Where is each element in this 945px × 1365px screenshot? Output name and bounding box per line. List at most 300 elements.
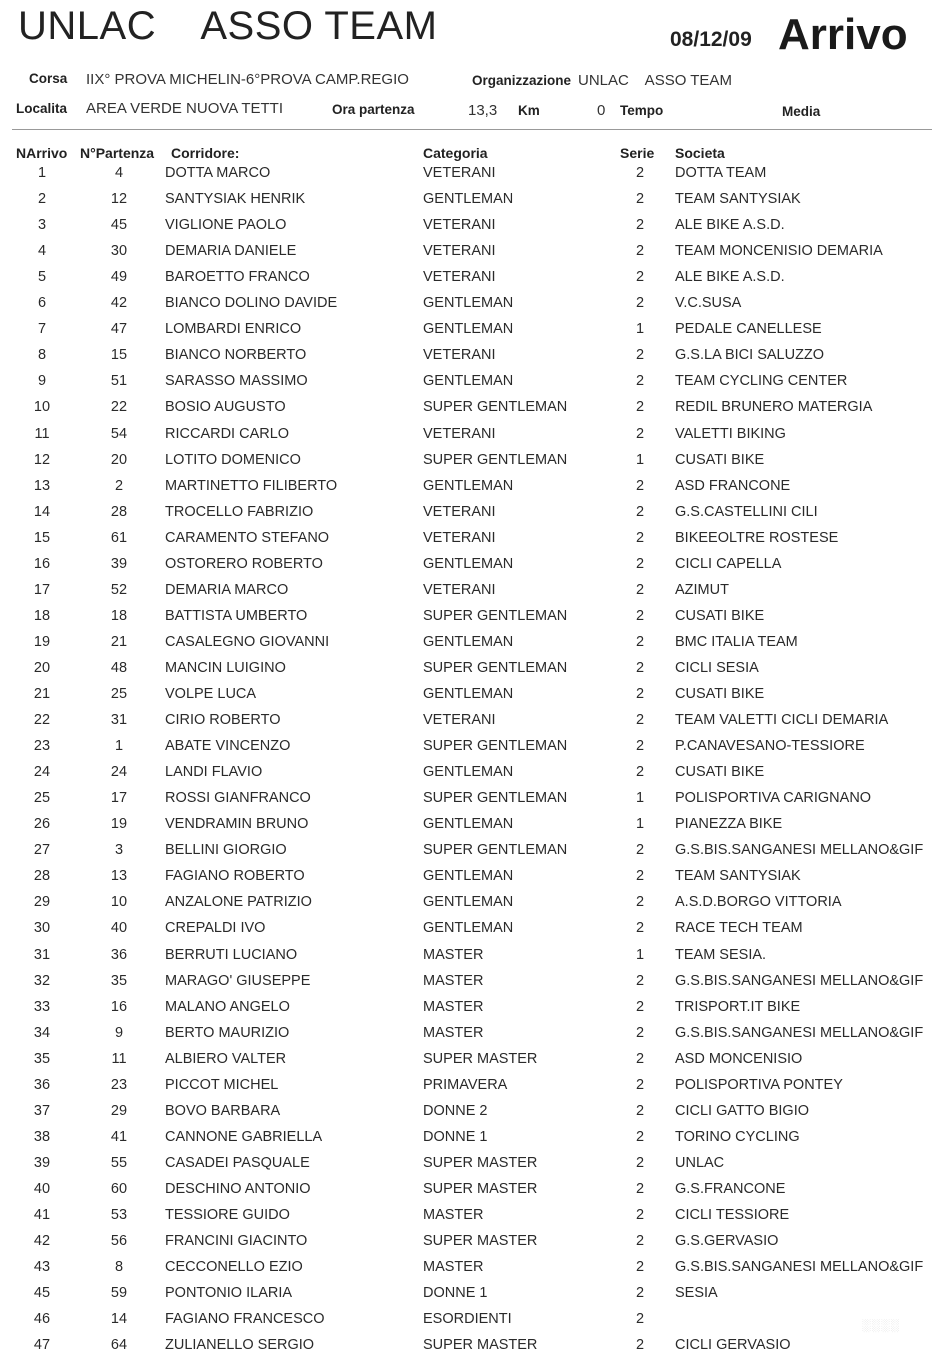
table-row <box>0 733 945 759</box>
ora-partenza-label: Ora partenza <box>332 102 415 117</box>
partenza-number: 47 <box>110 321 128 338</box>
table-row <box>0 1254 945 1280</box>
serie: 2 <box>635 373 645 390</box>
arrivo-number: 37 <box>33 1102 51 1119</box>
table-row <box>0 499 945 525</box>
category: SUPER GENTLEMAN <box>423 842 568 859</box>
arrivo-number: 29 <box>33 894 51 911</box>
table-row <box>0 1176 945 1202</box>
partenza-number: 1 <box>114 738 124 755</box>
category: SUPER MASTER <box>423 1050 538 1067</box>
category: MASTER <box>423 946 484 963</box>
partenza-number: 31 <box>110 712 128 729</box>
category: ESORDIENTI <box>423 1311 512 1328</box>
category: GENTLEMAN <box>423 555 514 572</box>
serie: 2 <box>635 191 645 208</box>
arrivo-number: 39 <box>33 1154 51 1171</box>
table-row <box>0 655 945 681</box>
rider-name: BAROETTO FRANCO <box>165 269 310 286</box>
category: MASTER <box>423 1259 484 1276</box>
table-row <box>0 212 945 238</box>
category: MASTER <box>423 972 484 989</box>
serie: 2 <box>635 1180 645 1197</box>
team: G.S.BIS.SANGANESI MELLANO&GIF <box>675 972 924 989</box>
rider-name: CASALEGNO GIOVANNI <box>165 633 330 650</box>
arrivo-number: 38 <box>33 1128 51 1145</box>
col-societa: Societa <box>675 145 725 161</box>
table-row <box>0 1098 945 1124</box>
arrivo-number: 15 <box>33 529 51 546</box>
arrivo-number: 11 <box>34 425 50 442</box>
serie: 2 <box>635 269 645 286</box>
arrivo-number: 14 <box>33 503 51 520</box>
partenza-number: 52 <box>110 581 128 598</box>
rider-name: TESSIORE GUIDO <box>165 1207 290 1223</box>
rider-name: ANZALONE PATRIZIO <box>165 894 312 911</box>
arrivo-number: 5 <box>37 269 47 286</box>
header-divider <box>12 129 932 130</box>
rider-name: CASADEI PASQUALE <box>165 1154 310 1171</box>
table-row <box>0 889 945 915</box>
rider-name: CREPALDI IVO <box>165 920 266 937</box>
category: VETERANI <box>423 243 496 260</box>
rider-name: MANCIN LUIGINO <box>165 659 286 676</box>
table-row <box>0 316 945 342</box>
team: G.S.BIS.SANGANESI MELLANO&GIF <box>675 1259 924 1276</box>
arrivo-number: 23 <box>33 738 51 755</box>
table-row <box>0 368 945 394</box>
arrivo-number: 28 <box>33 868 51 885</box>
category: GENTLEMAN <box>423 295 514 312</box>
rider-name: VENDRAMIN BRUNO <box>165 816 309 833</box>
category: SUPER GENTLEMAN <box>423 790 568 807</box>
rider-name: DEMARIA DANIELE <box>165 243 297 260</box>
rider-name: DESCHINO ANTONIO <box>165 1180 311 1197</box>
category: DONNE 1 <box>423 1128 488 1145</box>
rider-name: LOMBARDI ENRICO <box>165 321 302 338</box>
rider-name: BERTO MAURIZIO <box>165 1024 290 1041</box>
category: VETERANI <box>423 269 496 286</box>
partenza-number: 3 <box>114 842 124 859</box>
arrivo-number: 36 <box>33 1076 51 1093</box>
serie: 2 <box>635 607 645 624</box>
category: VETERANI <box>423 712 496 729</box>
race-date: 08/12/09 <box>670 28 752 51</box>
table-row <box>0 863 945 889</box>
col-corridore: Corridore: <box>171 145 240 161</box>
team: ASD MONCENISIO <box>675 1050 803 1067</box>
team: ASD FRANCONE <box>675 477 791 494</box>
category: SUPER GENTLEMAN <box>423 659 568 676</box>
team: CUSATI BIKE <box>675 607 765 624</box>
rider-name: SARASSO MASSIMO <box>165 373 308 390</box>
arrivo-number: 33 <box>33 998 51 1015</box>
arrivo-number: 22 <box>33 712 51 729</box>
rider-name: BERRUTI LUCIANO <box>165 946 298 963</box>
team: UNLAC <box>675 1154 725 1171</box>
arrivo-number: 12 <box>33 451 51 468</box>
organizer-title: UNLAC ASSO TEAM <box>18 4 438 48</box>
arrivo-number: 4 <box>37 243 47 260</box>
serie: 2 <box>635 633 645 650</box>
team: V.C.SUSA <box>675 295 742 312</box>
arrivo-number: 47 <box>33 1337 51 1354</box>
table-row <box>0 681 945 707</box>
serie: 2 <box>635 1050 645 1067</box>
table-row <box>0 290 945 316</box>
rider-name: CECCONELLO EZIO <box>165 1259 303 1276</box>
table-row <box>0 603 945 629</box>
category: DONNE 1 <box>423 1285 488 1302</box>
rider-name: MARAGO' GIUSEPPE <box>165 972 311 989</box>
category: DONNE 2 <box>423 1102 488 1119</box>
table-row <box>0 394 945 420</box>
rider-name: CANNONE GABRIELLA <box>165 1128 323 1145</box>
arrivo-number: 41 <box>33 1207 51 1223</box>
team: CUSATI BIKE <box>675 764 765 781</box>
rider-name: PICCOT MICHEL <box>165 1076 279 1093</box>
team: CICLI SESIA <box>675 659 759 676</box>
partenza-number: 22 <box>110 399 128 416</box>
team: BMC ITALIA TEAM <box>675 633 798 650</box>
arrivo-number: 34 <box>33 1024 51 1041</box>
arrivo-number: 7 <box>37 321 47 338</box>
arrivo-number: 45 <box>33 1285 51 1302</box>
serie: 2 <box>635 1024 645 1041</box>
team: PIANEZZA BIKE <box>675 816 783 833</box>
category: SUPER MASTER <box>423 1337 538 1354</box>
arrivo-number: 9 <box>37 373 47 390</box>
team: CICLI CAPELLA <box>675 555 782 572</box>
table-row <box>0 785 945 811</box>
partenza-number: 53 <box>110 1207 128 1223</box>
category: SUPER MASTER <box>423 1154 538 1171</box>
serie: 2 <box>635 1102 645 1119</box>
col-narrivo: NArrivo <box>16 145 68 161</box>
table-row <box>0 577 945 603</box>
col-categoria: Categoria <box>423 145 488 161</box>
team: TRISPORT.IT BIKE <box>675 998 801 1015</box>
table-row <box>0 968 945 994</box>
category: GENTLEMAN <box>423 920 514 937</box>
partenza-number: 11 <box>111 1050 127 1067</box>
arrivo-number: 27 <box>33 842 51 859</box>
team: TEAM VALETTI CICLI DEMARIA <box>675 712 889 729</box>
serie: 2 <box>635 1128 645 1145</box>
table-row <box>0 1306 945 1332</box>
table-row <box>0 1332 945 1358</box>
serie: 2 <box>635 842 645 859</box>
team: CUSATI BIKE <box>675 686 765 702</box>
team: ALE BIKE A.S.D. <box>675 269 785 286</box>
arrivo-number: 18 <box>33 607 51 624</box>
team: TEAM SANTYSIAK <box>675 191 801 208</box>
category: SUPER MASTER <box>423 1233 538 1250</box>
serie: 2 <box>635 347 645 364</box>
serie: 2 <box>635 1311 645 1328</box>
arrivo-number: 17 <box>33 581 51 598</box>
team: G.S.CASTELLINI CILI <box>675 503 818 520</box>
serie: 2 <box>635 1207 645 1223</box>
category: MASTER <box>423 1207 484 1223</box>
partenza-number: 17 <box>110 790 128 807</box>
table-row <box>0 1280 945 1306</box>
serie: 2 <box>635 764 645 781</box>
table-row <box>0 1046 945 1072</box>
team: CICLI GERVASIO <box>675 1337 791 1354</box>
table-row <box>0 1020 945 1046</box>
rider-name: BIANCO DOLINO DAVIDE <box>165 295 338 312</box>
team: POLISPORTIVA PONTEY <box>675 1076 843 1093</box>
organizzazione-label: Organizzazione <box>472 73 572 88</box>
team: DOTTA TEAM <box>675 165 767 181</box>
category: PRIMAVERA <box>423 1076 508 1093</box>
team: SESIA <box>675 1285 718 1302</box>
team: TEAM SANTYSIAK <box>675 868 801 885</box>
table-row <box>0 1124 945 1150</box>
table-row <box>0 994 945 1020</box>
km-value: 13,3 <box>468 102 498 119</box>
rider-name: BELLINI GIORGIO <box>165 842 287 859</box>
km-label: Km <box>518 103 540 118</box>
arrivo-number: 31 <box>33 946 51 963</box>
arrivo-number: 25 <box>33 790 51 807</box>
tempo-value: 0 <box>597 102 606 119</box>
category: GENTLEMAN <box>423 816 514 833</box>
table-row <box>0 1072 945 1098</box>
partenza-number: 29 <box>110 1102 128 1119</box>
arrivo-heading: Arrivo <box>778 10 908 59</box>
rider-name: CIRIO ROBERTO <box>165 712 281 729</box>
category: VETERANI <box>423 581 496 598</box>
category: GENTLEMAN <box>423 191 514 208</box>
rider-name: FRANCINI GIACINTO <box>165 1233 308 1250</box>
team: BIKEEOLTRE ROSTESE <box>675 529 839 546</box>
team: G.S.GERVASIO <box>675 1233 779 1250</box>
table-row <box>0 160 945 186</box>
category: VETERANI <box>423 165 496 181</box>
team: G.S.BIS.SANGANESI MELLANO&GIF <box>675 842 924 859</box>
partenza-number: 13 <box>110 868 128 885</box>
arrivo-number: 21 <box>33 686 51 702</box>
rider-name: FAGIANO ROBERTO <box>165 868 305 885</box>
serie: 2 <box>635 712 645 729</box>
team: A.S.D.BORGO VITTORIA <box>675 894 842 911</box>
rider-name: OSTORERO ROBERTO <box>165 555 323 572</box>
table-row <box>0 1150 945 1176</box>
partenza-number: 56 <box>110 1233 128 1250</box>
partenza-number: 42 <box>110 295 128 312</box>
partenza-number: 9 <box>114 1024 124 1041</box>
table-row <box>0 915 945 941</box>
partenza-number: 4 <box>114 165 124 181</box>
arrivo-number: 40 <box>33 1180 51 1197</box>
partenza-number: 18 <box>110 607 128 624</box>
table-row <box>0 942 945 968</box>
corsa-value: IIX° PROVA MICHELIN-6°PROVA CAMP.REGIO <box>86 71 409 88</box>
partenza-number: 51 <box>110 373 128 390</box>
category: GENTLEMAN <box>423 686 514 702</box>
arrivo-number: 19 <box>33 633 51 650</box>
partenza-number: 59 <box>110 1285 128 1302</box>
team: G.S.LA BICI SALUZZO <box>675 347 825 364</box>
partenza-number: 41 <box>110 1128 128 1145</box>
serie: 2 <box>635 399 645 416</box>
table-row <box>0 1202 945 1228</box>
rider-name: ALBIERO VALTER <box>165 1050 287 1067</box>
team: POLISPORTIVA CARIGNANO <box>675 790 872 807</box>
table-row <box>0 837 945 863</box>
category: SUPER MASTER <box>423 1180 538 1197</box>
arrivo-number: 16 <box>33 555 51 572</box>
arrivo-number: 24 <box>33 764 51 781</box>
table-row <box>0 629 945 655</box>
rider-name: BATTISTA UMBERTO <box>165 607 308 624</box>
team: CICLI TESSIORE <box>675 1207 790 1223</box>
category: GENTLEMAN <box>423 321 514 338</box>
rider-name: FAGIANO FRANCESCO <box>165 1311 325 1328</box>
partenza-number: 8 <box>114 1259 124 1276</box>
arrivo-number: 32 <box>33 972 51 989</box>
serie: 2 <box>635 868 645 885</box>
rider-name: LOTITO DOMENICO <box>165 451 301 468</box>
col-npartenza: N°Partenza <box>80 145 155 161</box>
serie: 1 <box>635 451 645 468</box>
category: SUPER GENTLEMAN <box>423 451 568 468</box>
partenza-number: 10 <box>110 894 128 911</box>
rider-name: SANTYSIAK HENRIK <box>165 191 306 208</box>
team: ALE BIKE A.S.D. <box>675 217 785 234</box>
category: GENTLEMAN <box>423 373 514 390</box>
category: VETERANI <box>423 503 496 520</box>
serie: 2 <box>635 1233 645 1250</box>
arrivo-number: 10 <box>33 399 51 416</box>
partenza-number: 25 <box>110 686 128 702</box>
serie: 2 <box>635 894 645 911</box>
arrivo-number: 13 <box>33 477 51 494</box>
team: TORINO CYCLING <box>675 1128 800 1145</box>
serie: 1 <box>635 816 645 833</box>
serie: 2 <box>635 477 645 494</box>
table-row <box>0 551 945 577</box>
team: G.S.FRANCONE <box>675 1180 786 1197</box>
serie: 2 <box>635 1076 645 1093</box>
serie: 2 <box>635 165 645 181</box>
team: TEAM SESIA. <box>675 946 767 963</box>
category: GENTLEMAN <box>423 764 514 781</box>
category: VETERANI <box>423 347 496 364</box>
serie: 2 <box>635 243 645 260</box>
arrivo-number: 3 <box>37 217 47 234</box>
rider-name: DOTTA MARCO <box>165 165 271 181</box>
category: VETERANI <box>423 529 496 546</box>
partenza-number: 20 <box>110 451 128 468</box>
team: VALETTI BIKING <box>675 425 786 442</box>
rider-name: VIGLIONE PAOLO <box>165 217 287 234</box>
arrivo-number: 30 <box>33 920 51 937</box>
team: CUSATI BIKE <box>675 451 765 468</box>
rider-name: PONTONIO ILARIA <box>165 1285 293 1302</box>
rider-name: MARTINETTO FILIBERTO <box>165 477 338 494</box>
arrivo-number: 6 <box>37 295 47 312</box>
faint-stamp: ░░░░ <box>862 1318 901 1332</box>
partenza-number: 55 <box>110 1154 128 1171</box>
table-row <box>0 264 945 290</box>
serie: 2 <box>635 920 645 937</box>
partenza-number: 21 <box>110 633 128 650</box>
category: SUPER GENTLEMAN <box>423 607 568 624</box>
serie: 1 <box>635 946 645 963</box>
partenza-number: 23 <box>110 1076 128 1093</box>
table-row <box>0 421 945 447</box>
partenza-number: 15 <box>110 347 128 364</box>
serie: 2 <box>635 1285 645 1302</box>
category: GENTLEMAN <box>423 868 514 885</box>
partenza-number: 39 <box>110 555 128 572</box>
serie: 2 <box>635 998 645 1015</box>
rider-name: BOVO BARBARA <box>165 1102 281 1119</box>
serie: 2 <box>635 659 645 676</box>
rider-name: BIANCO NORBERTO <box>165 347 307 364</box>
serie: 2 <box>635 1154 645 1171</box>
rider-name: LANDI FLAVIO <box>165 764 263 781</box>
serie: 2 <box>635 738 645 755</box>
partenza-number: 45 <box>110 217 128 234</box>
team: AZIMUT <box>675 581 729 598</box>
category: MASTER <box>423 998 484 1015</box>
table-row <box>0 473 945 499</box>
rider-name: RICCARDI CARLO <box>165 425 290 442</box>
localita-value: AREA VERDE NUOVA TETTI <box>86 100 283 117</box>
rider-name: CARAMENTO STEFANO <box>165 529 330 546</box>
rider-name: BOSIO AUGUSTO <box>165 399 286 416</box>
arrivo-number: 43 <box>33 1259 51 1276</box>
category: MASTER <box>423 1024 484 1041</box>
organizzazione-value: UNLAC ASSO TEAM <box>578 72 732 89</box>
arrivo-number: 46 <box>33 1311 51 1328</box>
serie: 2 <box>635 972 645 989</box>
serie: 2 <box>635 555 645 572</box>
arrivo-number: 42 <box>33 1233 51 1250</box>
category: SUPER GENTLEMAN <box>423 738 568 755</box>
arrivo-number: 2 <box>37 191 47 208</box>
localita-label: Localita <box>16 101 68 116</box>
partenza-number: 24 <box>110 764 128 781</box>
table-row <box>0 759 945 785</box>
team: G.S.BIS.SANGANESI MELLANO&GIF <box>675 1024 924 1041</box>
rider-name: VOLPE LUCA <box>165 686 257 702</box>
arrivo-number: 8 <box>37 347 47 364</box>
partenza-number: 49 <box>110 269 128 286</box>
partenza-number: 40 <box>110 920 128 937</box>
table-row <box>0 811 945 837</box>
category: GENTLEMAN <box>423 477 514 494</box>
team: RACE TECH TEAM <box>675 920 803 937</box>
serie: 2 <box>635 529 645 546</box>
table-row <box>0 342 945 368</box>
partenza-number: 60 <box>110 1180 128 1197</box>
serie: 2 <box>635 425 645 442</box>
team: TEAM MONCENISIO DEMARIA <box>675 243 883 260</box>
col-serie: Serie <box>620 145 655 161</box>
partenza-number: 54 <box>110 425 128 442</box>
serie: 1 <box>635 321 645 338</box>
category: VETERANI <box>423 217 496 234</box>
serie: 1 <box>635 790 645 807</box>
partenza-number: 61 <box>110 529 128 546</box>
serie: 2 <box>635 1259 645 1276</box>
team: TEAM CYCLING CENTER <box>675 373 848 390</box>
